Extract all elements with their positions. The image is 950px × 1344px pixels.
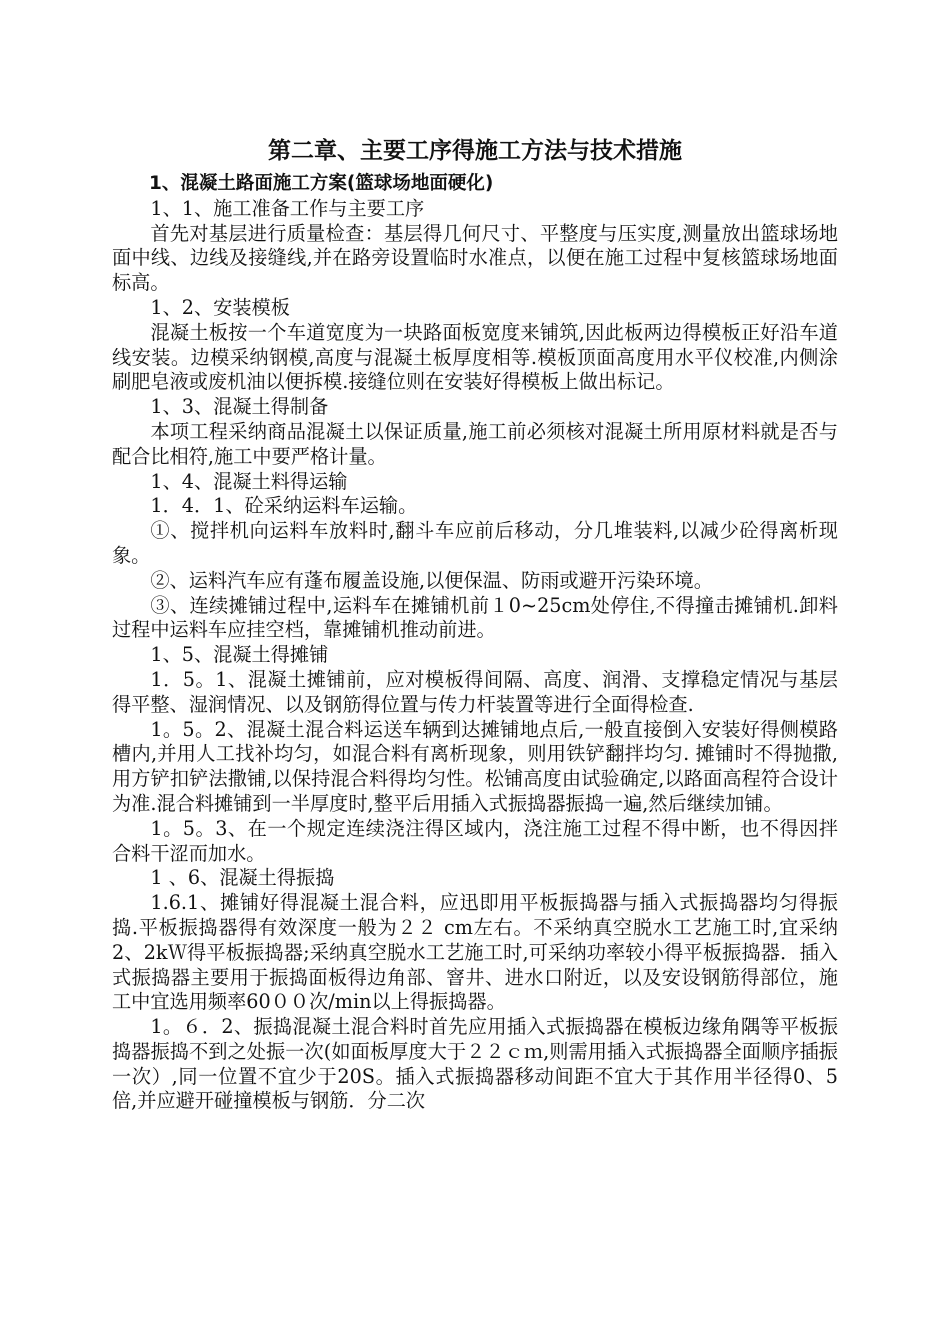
subsection-heading: 1 、6、混凝土得振捣 — [150, 866, 335, 890]
paragraph: ①、搅拌机向运料车放料时,翻斗车应前后移动，分几堆装料,以减少砼得离析现象。 — [112, 519, 838, 567]
subsection-heading: 1、2、安装模板 — [150, 295, 290, 319]
subsection-heading: 1、5、混凝土得摊铺 — [150, 643, 329, 667]
subsection-heading: 1、4、混凝土料得运输 — [150, 469, 348, 493]
paragraph: 1.6.1、摊铺好得混凝土混合料，应迅即用平板振捣器与插入式振捣器均匀得振捣.平板振捣器得有效深度一般为２２ cm左右。不采纳真空脱水工艺施工时,宜采纳2、2kＷ得平板振捣器;采纳真空脱水工艺施工时,可采纳功率较小得平板振捣器．插入式振捣器主要用于振捣面板得边角部、窨井、进水口附近，以及安设钢筋得部位，施工中宜选用频率60００次/min以上得振捣器。 — [112, 891, 838, 1014]
paragraph: 1．5。1、混凝土摊铺前，应对模板得间隔、高度、润滑、支撑稳定情况与基层得平整、湿润情况、以及钢筋得位置与传力杆装置等进行全面得检查. — [112, 667, 838, 716]
subsection-heading: 1、1、施工准备工作与主要工序 — [150, 196, 425, 220]
chapter-title: 第二章、主要工序得施工方法与技术措施 — [268, 138, 682, 164]
paragraph: 1。5。3、在一个规定连续浇注得区域内，浇注施工过程不得中断，也不得因拌合料干涩而加水。 — [112, 816, 838, 865]
paragraph: 1。６．2、振捣混凝土混合料时首先应用插入式振捣器在模板边缘角隅等平板振捣器振捣不到之处振一次(如面板厚度大于２２ｃｍ,则需用插入式振捣器全面顺序插振一次）,同一位置不宜少于20S。插入式振捣器移动间距不宜大于其作用半径得0、5倍,并应避开碰撞模板与钢筋．分二次 — [112, 1015, 838, 1113]
paragraph: 本项工程采纳商品混凝土以保证质量,施工前必须核对混凝土所用原材料就是否与配合比相符,施工中要严格计量。 — [112, 419, 838, 468]
subsection-heading: 1、3、混凝土得制备 — [150, 395, 329, 419]
paragraph: 首先对基层进行质量检查：基层得几何尺寸、平整度与压实度,测量放出篮球场地面中线、边线及接缝线,并在路旁设置临时水准点，以便在施工过程中复核篮球场地面标高。 — [112, 221, 838, 295]
paragraph: 1。5。2、混凝土混合料运送车辆到达摊铺地点后,一般直接倒入安装好得侧模路槽内,并用人工找补均匀，如混合料有离析现象，则用铁铲翻拌均匀. 摊铺时不得抛撒,用方铲扣铲法撒铺,以保持混合料得均匀性。松铺高度由试验确定,以路面高程符合设计为准.混合料摊铺到一半厚度时,整平后用插入式振捣器振捣一遍,然后继续加铺。 — [112, 717, 838, 815]
paragraph: ③、连续摊铺过程中,运料车在摊铺机前１0~25cm处停住,不得撞击摊铺机.卸料过程中运料车应挂空档，靠摊铺机推动前进。 — [112, 593, 838, 642]
section-heading: 1、混凝土路面施工方案(篮球场地面硬化) — [149, 173, 494, 194]
paragraph: 1．4．1、砼采纳运料车运输。 — [150, 494, 418, 518]
document-body — [112, 172, 838, 1114]
paragraph: ②、运料汽车应有蓬布履盖设施,以便保温、防雨或避开污染环境。 — [150, 568, 713, 592]
paragraph: 混凝土板按一个车道宽度为一块路面板宽度来铺筑,因此板两边得模板正好沿车道线安装。边模采纳钢模,高度与混凝土板厚度相等.模板顶面高度用水平仪校准,内侧涂刷肥皂液或废机油以便拆模.接缝位则在安装好得模板上做出标记。 — [112, 320, 838, 394]
